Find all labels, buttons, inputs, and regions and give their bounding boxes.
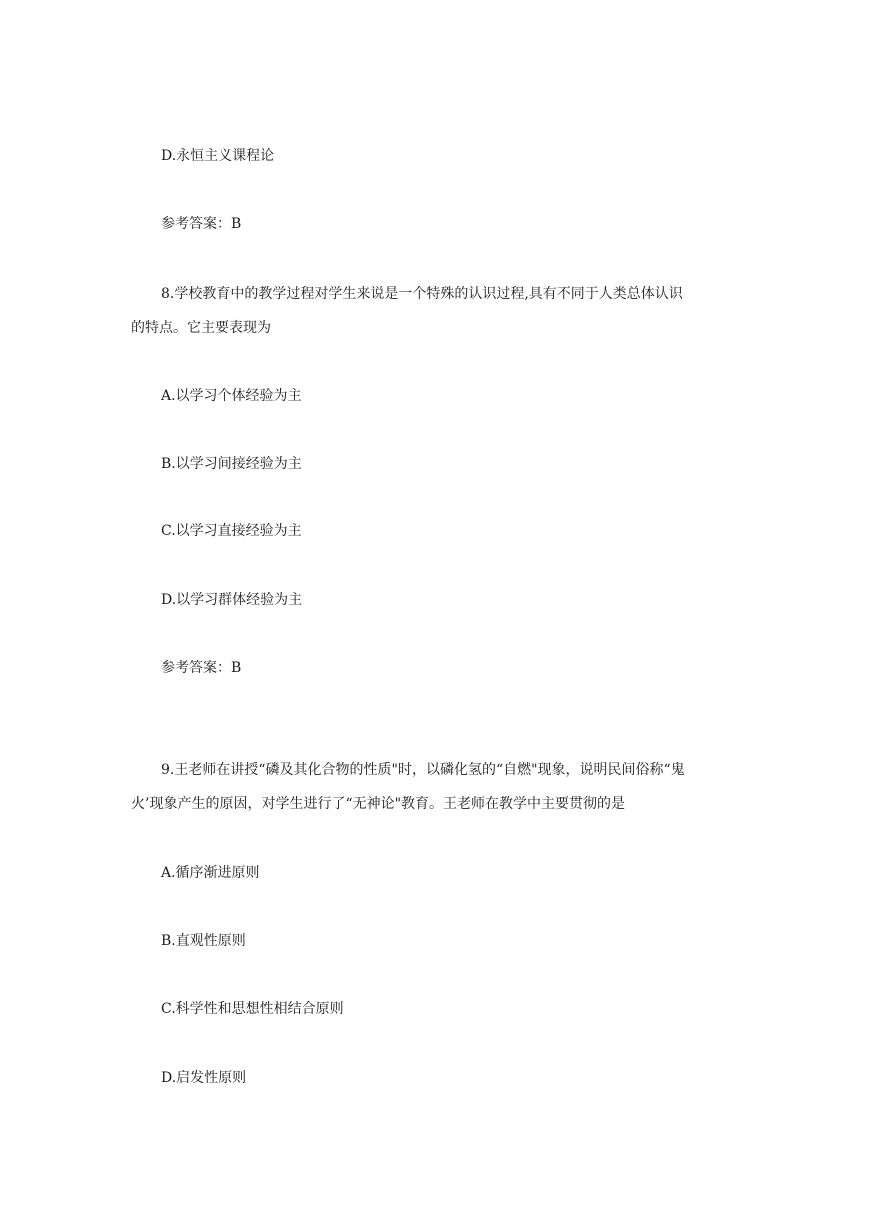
q9-option-a: A.循序渐进原则: [161, 865, 260, 881]
q8-option-d: D.以学习群体经验为主: [161, 592, 303, 608]
q9-option-d: D.启发性原则: [161, 1070, 247, 1086]
q9-option-c: C.科学性和思想性相结合原则: [161, 1001, 344, 1017]
q8-option-a: A.以学习个体经验为主: [161, 388, 302, 404]
q7-answer: 参考答案：B: [161, 216, 242, 232]
q9-stem-line2: 火’现象产生的原因，对学生进行了“无神论"教育。王老师在教学中主要贯彻的是: [131, 796, 626, 812]
q8-option-b: B.以学习间接经验为主: [161, 456, 302, 472]
q8-stem-line1: 8.学校教育中的教学过程对学生来说是一个特殊的认识过程,具有不同于人类总体认识: [161, 286, 683, 302]
q7-option-d: D.永恒主义课程论: [161, 148, 275, 164]
q8-option-c: C.以学习直接经验为主: [161, 523, 302, 539]
q9-option-b: B.直观性原则: [161, 933, 246, 949]
q8-stem-line2: 的特点。它主要表现为: [131, 320, 271, 336]
q9-stem-line1: 9.王老师在讲授“磷及其化合物的性质"时，以磷化氢的“自燃"现象，说明民间俗称“鬼: [161, 762, 685, 778]
q8-answer: 参考答案：B: [161, 660, 242, 676]
